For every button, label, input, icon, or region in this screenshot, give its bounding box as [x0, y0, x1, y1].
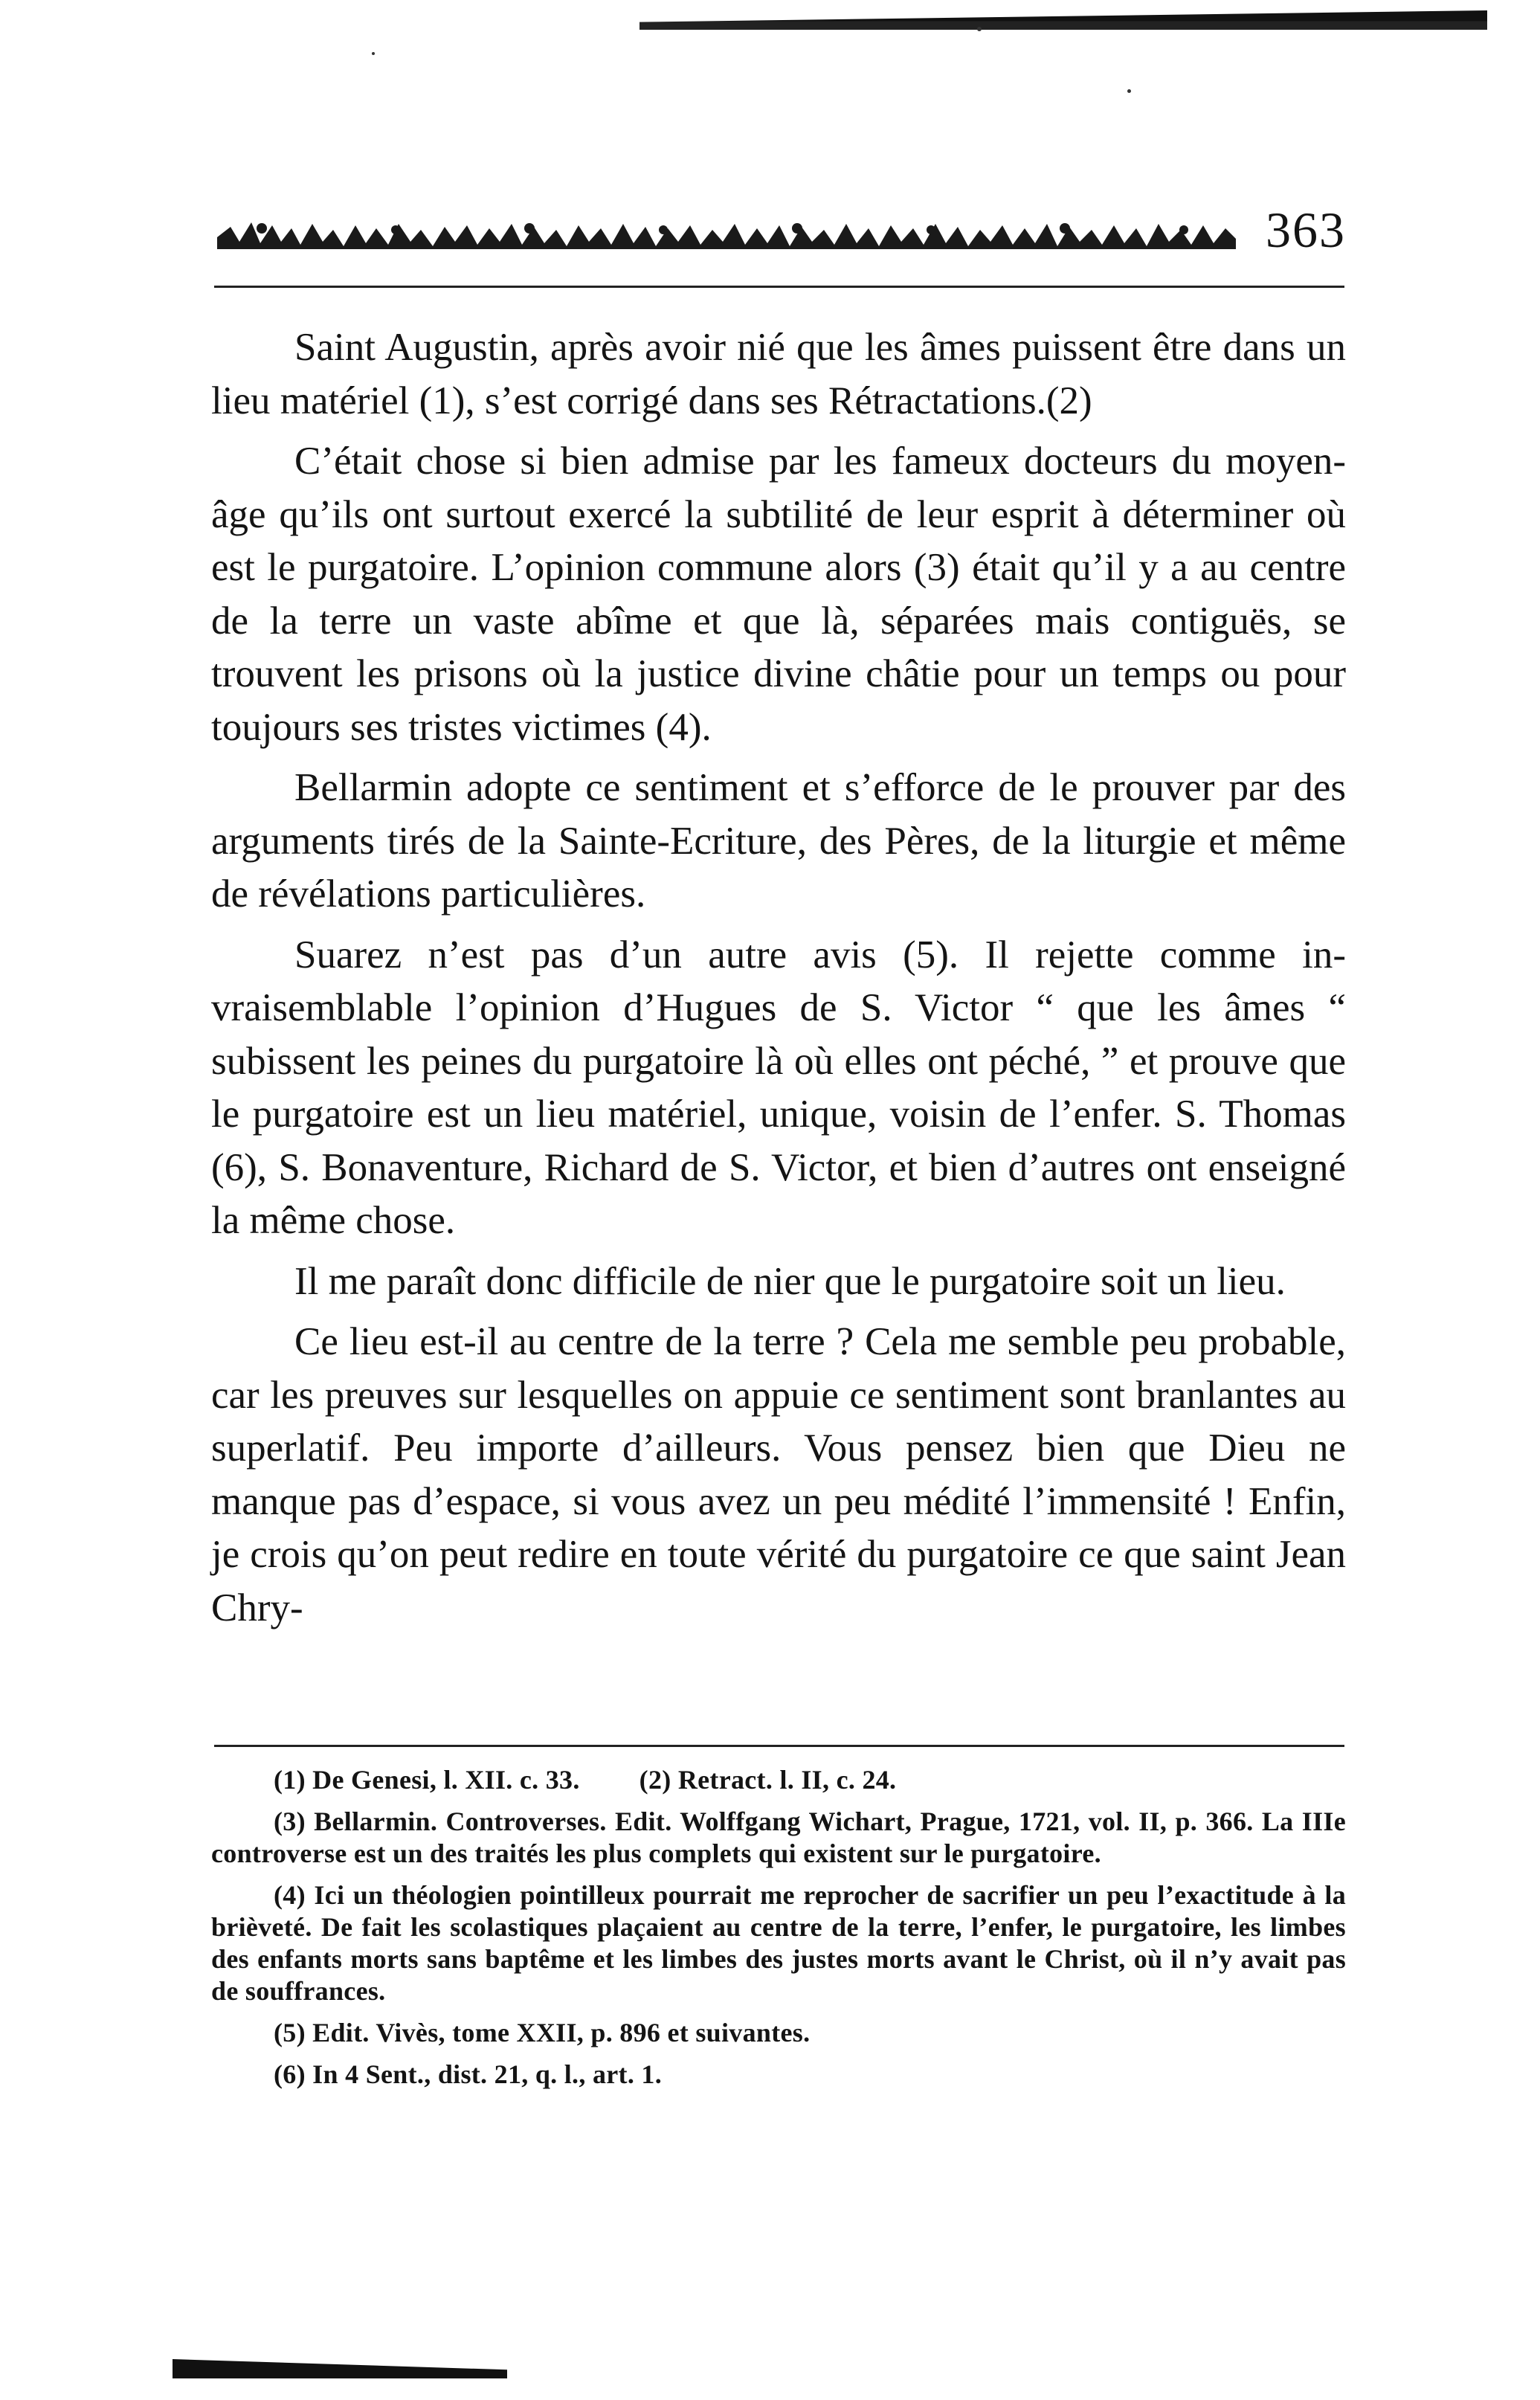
page-number: 363: [1266, 202, 1346, 258]
running-head: [211, 197, 1346, 264]
scan-edge-bottom: [173, 2359, 507, 2378]
scan-speck: [1127, 89, 1131, 93]
footnote-4: (4) Ici un théologien pointilleux pourrait me reprocher de sacrifier un peu l’exactitude à la brièveté. De fait les scolastiques plaçaient au centre de la terre, l’enfer, le purgatoire, les limbes des enfants morts sans baptême et les limbes des justes morts avant le Christ, où il n’y avait pas de souffrances.: [211, 1880, 1346, 2006]
footnote-2: (2) Retract. l. II, c. 24.: [639, 1765, 897, 1795]
paragraph: Ce lieu est-il au centre de la terre ? Cela me semble peu probable, car les preuves sur lesquelles on appuie ce sentiment sont branlantes au superlatif. Peu importe d’ailleurs. Vous pensez bien que Dieu ne manque pas d’espace, si vous avez un peu médité l’immensité ! Enfin, je crois qu’on peut redire en toute vérité du purgatoire ce que saint Jean Chry-: [211, 1320, 1346, 1630]
paragraph: Saint Augustin, après avoir nié que les âmes puissent être dans un lieu matériel (1), s’est corrigé dans ses Rétractations.(2): [211, 326, 1346, 422]
paragraph: C’était chose si bien admise par les fameux docteurs du moyen-âge qu’ils ont surtout exercé la subtilité de leur esprit à déterminer où est le purgatoire. L’opinion commune alors (3) était qu’il y a au centre de la terre un vaste abîme et que là, séparées mais contiguës, se trouvent les prisons où la justice divine châtie pour un temps ou pour toujours ses tristes victimes (4).: [211, 440, 1346, 749]
footnote-5: (5) Edit. Vivès, tome XXII, p. 896 et suivantes.: [274, 2018, 811, 2047]
paragraph: Bellarmin adopte ce sentiment et s’efforce de le prouver par des arguments tirés de la Sainte-Ecriture, des Pères, de la liturgie et même de révélations particulières.: [211, 766, 1346, 916]
paragraph: Il me paraît donc difficile de nier que le purgatoire soit un lieu.: [294, 1259, 1286, 1303]
scan-speck: [977, 27, 982, 31]
footnote-6: (6) In 4 Sent., dist. 21, q. l., art. 1.: [274, 2059, 663, 2089]
scan-edge-top: [639, 10, 1487, 30]
footnote-rule: [214, 1745, 1344, 1747]
paragraph: Suarez n’est pas d’un autre avis (5). Il rejette comme invraisemblable l’opinion d’Hugues de S. Victor “ que les âmes “ subissent les peines du purgatoire là où elles ont péché, ” et prouve que le purgatoire est un lieu matériel, unique, voisin de l’enfer. S. Thomas (6), S. Bonaventure, Richard de S. Victor, et bien d’autres ont enseigné la même chose.: [211, 933, 1346, 1242]
ornamental-headband-icon: [217, 212, 1236, 257]
footnotes: [211, 1764, 1346, 2100]
body-text: [211, 321, 1346, 1642]
header-rule: [214, 286, 1344, 288]
footnote-1: (1) De Genesi, l. XII. c. 33.: [274, 1765, 580, 1795]
footnote-3: (3) Bellarmin. Controverses. Edit. Wolffgang Wichart, Prague, 1721, vol. II, p. 366. La IIIe controverse est un des traités les plus complets qui existent sur le purgatoire.: [211, 1807, 1346, 1868]
footnote-row: [274, 1764, 1346, 1796]
scan-speck: [372, 52, 375, 55]
